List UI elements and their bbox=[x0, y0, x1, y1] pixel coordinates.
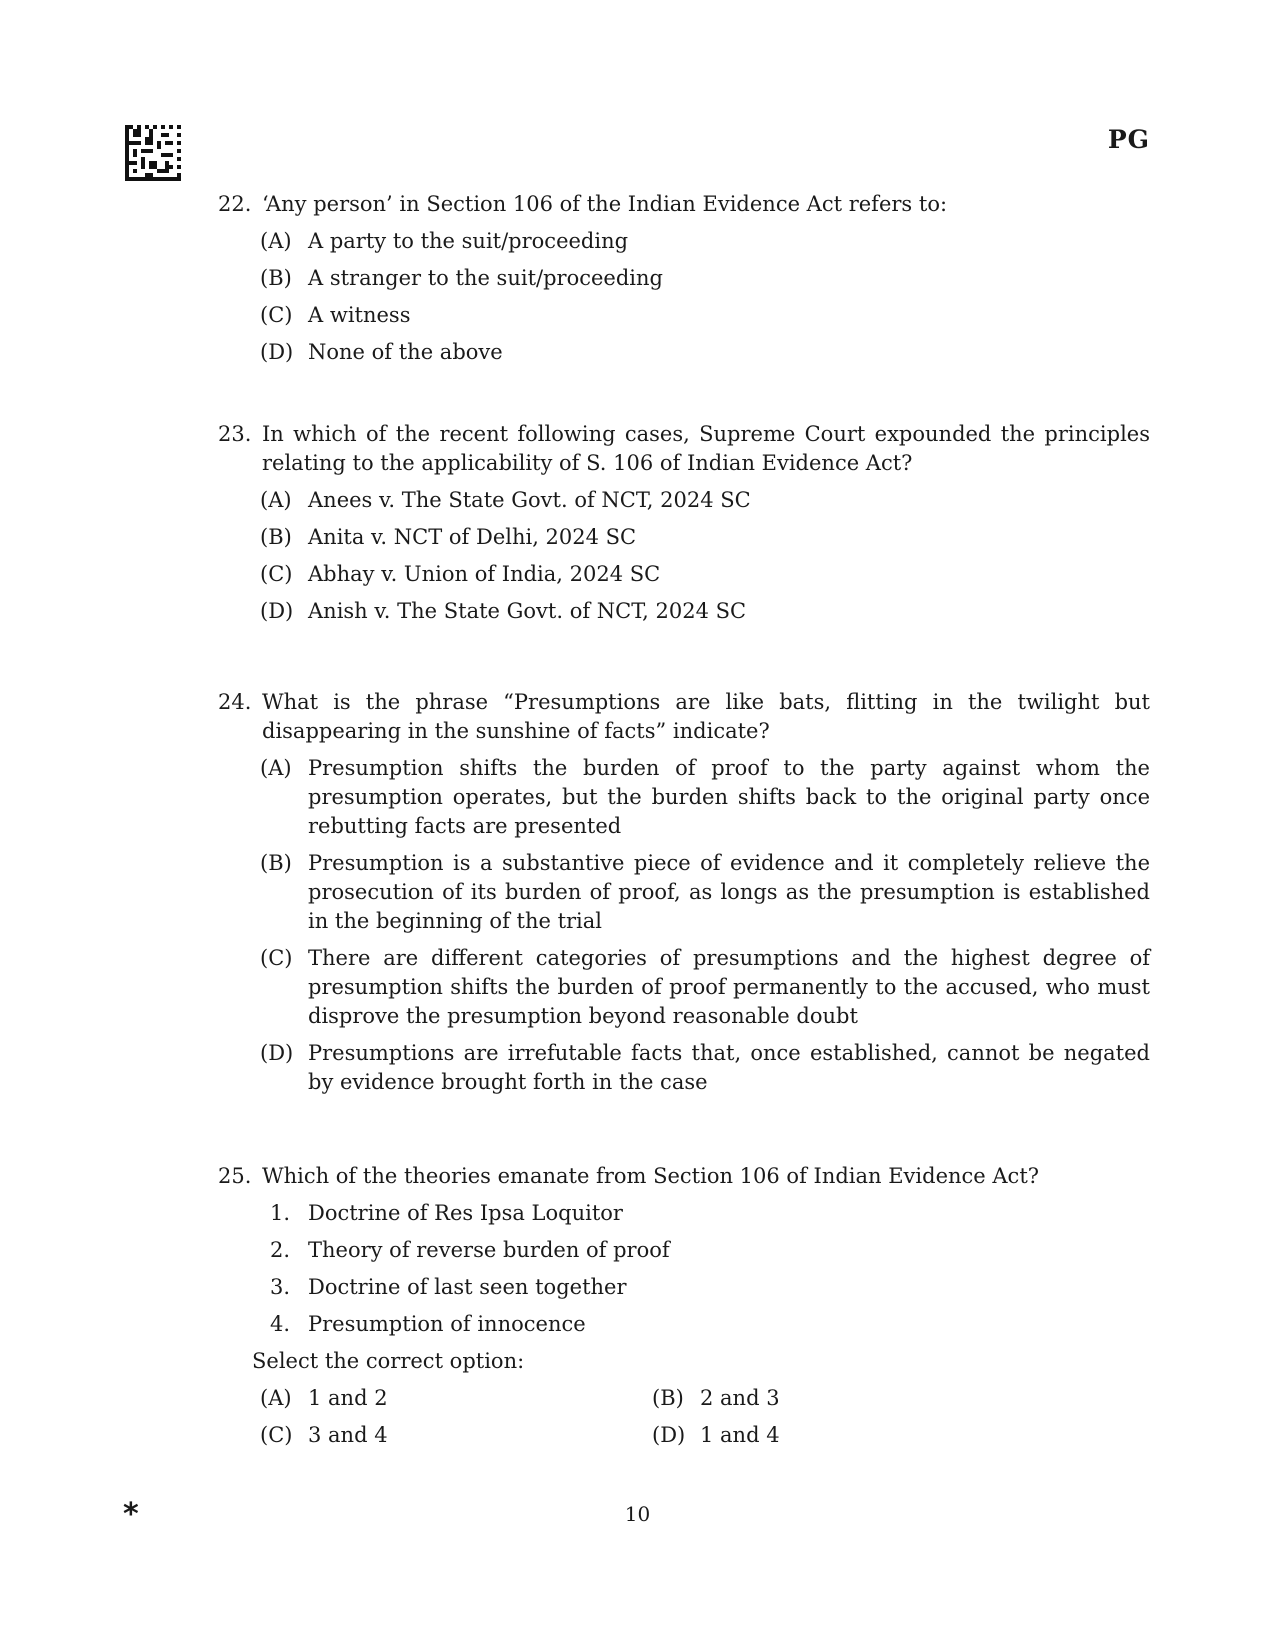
option-d: (D) Presumptions are irrefutable facts that, once established, cannot be negated by evidence brought forth in the case bbox=[260, 1041, 1150, 1094]
option-c: (C) Abhay v. Union of India, 2024 SC bbox=[260, 562, 661, 586]
option-a: (A) 1 and 2 bbox=[260, 1386, 388, 1410]
question-24 bbox=[218, 688, 1150, 1105]
question-23 bbox=[218, 420, 1150, 634]
paper-code: PG bbox=[1107, 125, 1150, 154]
list-item: 1. Doctrine of Res Ipsa Loquitor bbox=[270, 1201, 623, 1225]
page-number: 10 bbox=[624, 1502, 651, 1526]
list-item: 2. Theory of reverse burden of proof bbox=[270, 1238, 670, 1262]
question-number: 22. bbox=[218, 192, 252, 216]
option-a: (A) A party to the suit/proceeding bbox=[260, 229, 629, 253]
option-b: (B) 2 and 3 bbox=[652, 1386, 780, 1410]
select-prompt: Select the correct option: bbox=[252, 1349, 525, 1373]
footer-star: * bbox=[123, 1497, 139, 1532]
list-item: 3. Doctrine of last seen together bbox=[270, 1275, 627, 1299]
option-c: (C) There are different categories of presumptions and the highest degree of presumption shifts the burden of proof permanently to the accused, who must disprove the presumption beyond reasonable doubt bbox=[260, 946, 1150, 1028]
question-number: 25. bbox=[218, 1164, 252, 1188]
question-number: 24. bbox=[218, 690, 252, 714]
option-c: (C) A witness bbox=[260, 303, 411, 327]
option-d: (D) Anish v. The State Govt. of NCT, 2024 SC bbox=[260, 599, 747, 623]
question-25 bbox=[218, 1162, 1150, 1450]
option-b: (B) Anita v. NCT of Delhi, 2024 SC bbox=[260, 525, 637, 549]
data-matrix-code bbox=[125, 125, 181, 181]
question-number: 23. bbox=[218, 422, 252, 446]
question-22 bbox=[218, 190, 1150, 375]
option-b: (B) Presumption is a substantive piece of evidence and it completely relieve the prosecution of its burden of proof, as longs as the presumption is established in the beginning of the trial bbox=[260, 851, 1150, 933]
question-text: ‘Any person’ in Section 106 of the Indian Evidence Act refers to: bbox=[262, 192, 948, 216]
option-b: (B) A stranger to the suit/proceeding bbox=[260, 266, 663, 290]
question-text: Which of the theories emanate from Section 106 of Indian Evidence Act? bbox=[262, 1164, 1040, 1188]
option-c: (C) 3 and 4 bbox=[260, 1423, 388, 1447]
option-d: (D) None of the above bbox=[260, 340, 503, 364]
question-text: In which of the recent following cases, Supreme Court expounded the principles relating to the applicability of S. 106 of Indian Evidence Act? bbox=[262, 422, 1150, 475]
statement-list bbox=[270, 1199, 1150, 1339]
option-d: (D) 1 and 4 bbox=[652, 1423, 780, 1447]
option-a: (A) Presumption shifts the burden of proof to the party against whom the presumption operates, but the burden shifts back to the original party once rebutting facts are presented bbox=[260, 756, 1150, 838]
option-a: (A) Anees v. The State Govt. of NCT, 2024 SC bbox=[260, 488, 751, 512]
list-item: 4. Presumption of innocence bbox=[270, 1312, 586, 1336]
question-text: What is the phrase “Presumptions are like bats, flitting in the twilight but disappearing in the sunshine of facts” indicate? bbox=[262, 690, 1150, 743]
